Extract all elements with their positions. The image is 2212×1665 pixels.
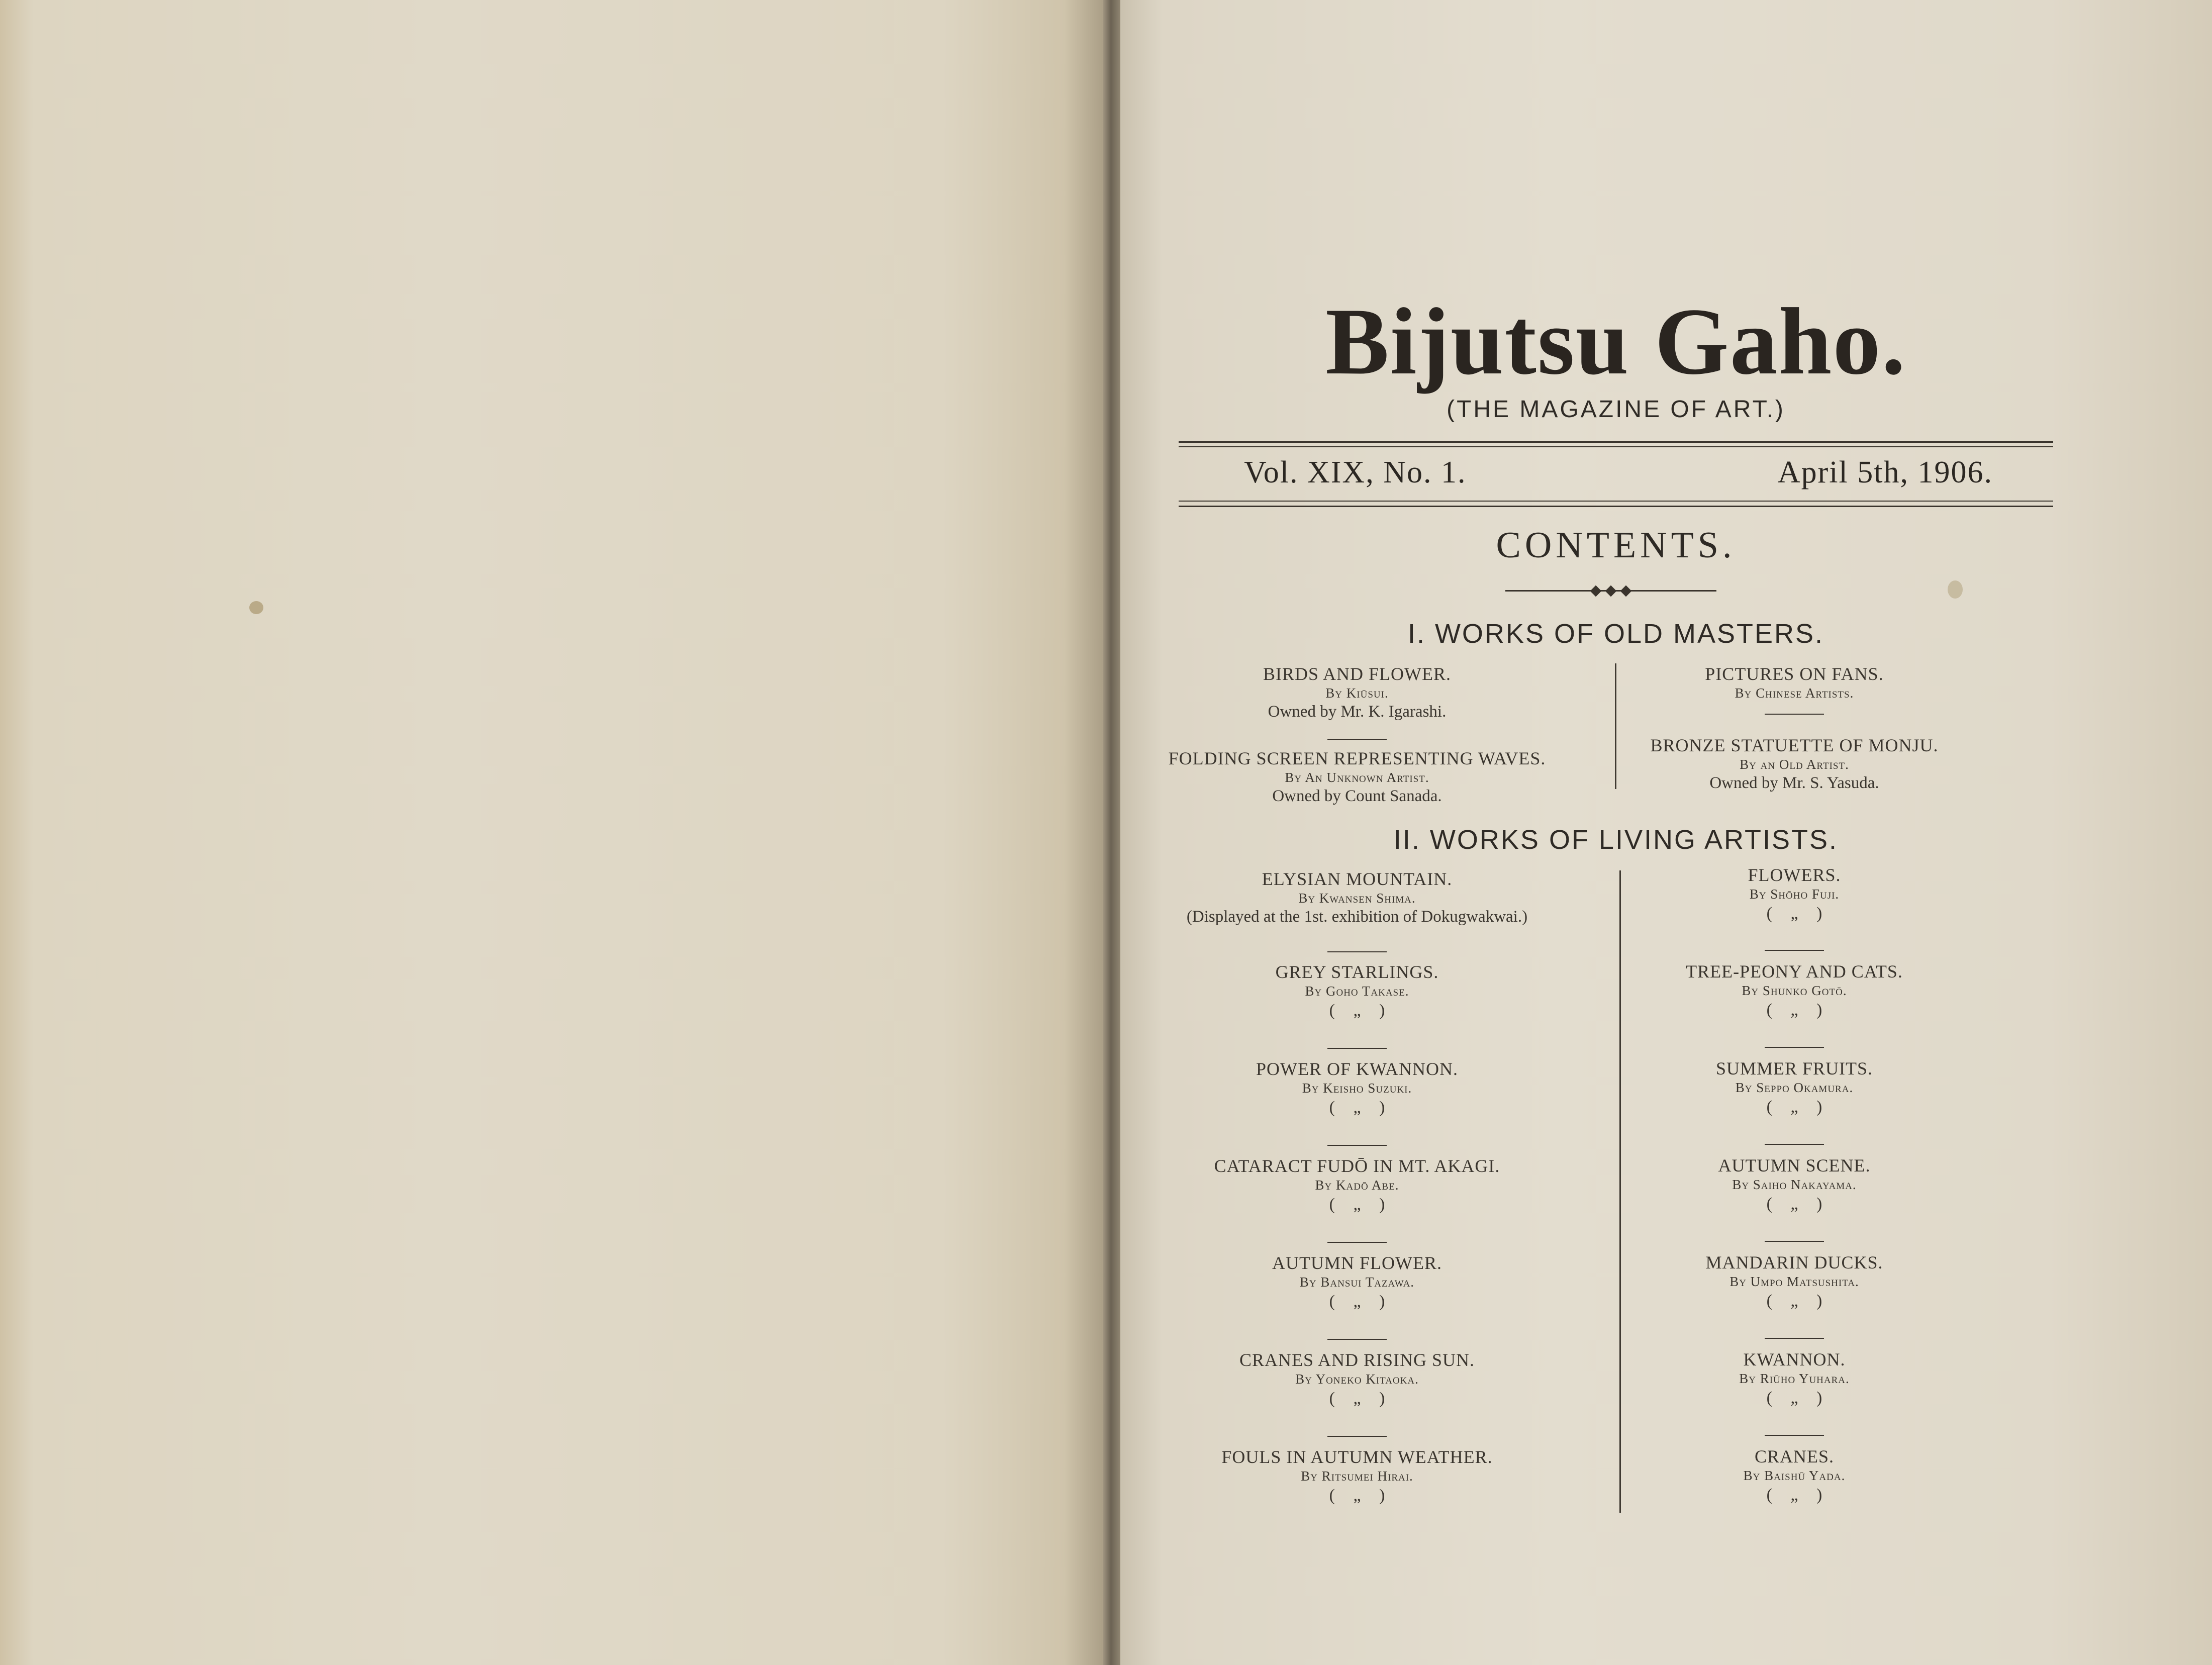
list-item	[1133, 1252, 1581, 1313]
list-item	[1133, 961, 1581, 1022]
ditto-note: ( „ )	[1766, 1098, 1822, 1116]
ditto-note: ( „ )	[1329, 1001, 1385, 1020]
work-title: POWER OF KWANNON.	[1256, 1059, 1458, 1079]
entry-separator	[1571, 1144, 2018, 1145]
volume-number: Vol. XIX, No. 1.	[1244, 455, 1467, 489]
ditto-note: ( „ )	[1766, 904, 1822, 923]
ditto-note: ( „ )	[1766, 1001, 1822, 1019]
entry-separator	[1571, 1047, 2018, 1048]
ornament-divider	[1505, 587, 1716, 594]
list-item	[1133, 1058, 1581, 1119]
work-title: MANDARIN DUCKS.	[1705, 1252, 1883, 1272]
masthead-rule-bottom-inner	[1179, 501, 2053, 502]
masthead-rule-bottom	[1179, 506, 2053, 507]
list-item	[1133, 748, 1581, 806]
work-artist: By Saiho Nakayama.	[1732, 1177, 1857, 1192]
work-title: FOULS IN AUTUMN WEATHER.	[1221, 1447, 1493, 1467]
work-title: ELYSIAN MOUNTAIN.	[1262, 869, 1453, 889]
work-artist: By Shunko Gotō.	[1742, 983, 1847, 998]
paper-stain	[249, 601, 263, 614]
entry-separator	[1133, 1048, 1581, 1049]
ditto-note: ( „ )	[1766, 1486, 1822, 1504]
section-heading-old-masters: I. WORKS OF OLD MASTERS.	[1407, 619, 1824, 649]
contents-heading: CONTENTS.	[1496, 525, 1736, 566]
list-item	[1133, 1349, 1581, 1410]
entry-separator	[1571, 1338, 2018, 1339]
work-artist: By Riūho Yuhara.	[1739, 1371, 1850, 1386]
entry-separator	[1571, 714, 2018, 715]
work-artist: By Shōho Fuji.	[1749, 887, 1840, 902]
work-title: CATARACT FUDŌ IN MT. AKAGI.	[1214, 1156, 1500, 1176]
work-title: AUTUMN SCENE.	[1718, 1155, 1871, 1176]
work-title: KWANNON.	[1743, 1349, 1846, 1369]
work-title: CRANES.	[1754, 1446, 1835, 1466]
list-item	[1571, 1446, 2018, 1506]
work-title: FLOWERS.	[1748, 865, 1841, 885]
ditto-note: ( „ )	[1329, 1486, 1385, 1505]
work-artist: By Ritsumei Hirai.	[1301, 1468, 1413, 1484]
work-title: BIRDS AND FLOWER.	[1263, 664, 1452, 684]
entry-separator	[1571, 1241, 2018, 1242]
work-artist: By Yoneko Kitaoka.	[1295, 1372, 1419, 1387]
masthead-rule-top	[1179, 441, 2053, 443]
magazine-subtitle: (THE MAGAZINE OF ART.)	[1447, 396, 1785, 423]
work-artist: By an Old Artist.	[1740, 757, 1849, 772]
work-title: FOLDING SCREEN REPRESENTING WAVES.	[1168, 748, 1546, 768]
work-title: GREY STARLINGS.	[1275, 962, 1439, 982]
work-artist: By Bansui Tazawa.	[1299, 1275, 1415, 1290]
entry-separator	[1133, 1436, 1581, 1437]
list-item	[1571, 961, 2018, 1021]
work-artist: By Kadō Abe.	[1315, 1178, 1399, 1193]
entry-separator	[1571, 1435, 2018, 1436]
list-item	[1571, 663, 2018, 702]
magazine-title: Bijutsu Gaho.	[1325, 289, 1906, 395]
entry-separator	[1133, 1145, 1581, 1146]
ditto-note: ( „ )	[1329, 1195, 1385, 1214]
work-artist: By Keisho Suzuki.	[1302, 1081, 1412, 1096]
entry-separator	[1133, 739, 1581, 740]
ditto-note: ( „ )	[1766, 1389, 1822, 1407]
work-owner: Owned by Mr. K. Igarashi.	[1268, 703, 1447, 721]
work-artist: By Goho Takase.	[1305, 984, 1409, 999]
ditto-note: ( „ )	[1766, 1195, 1822, 1213]
work-title: TREE-PEONY AND CATS.	[1686, 961, 1903, 982]
list-item	[1133, 868, 1581, 927]
list-item	[1571, 735, 2018, 793]
entry-separator	[1571, 950, 2018, 951]
work-artist: By Kiūsui.	[1325, 685, 1389, 701]
entry-separator	[1133, 1339, 1581, 1340]
list-item	[1133, 1155, 1581, 1216]
list-item	[1571, 1058, 2018, 1118]
list-item	[1571, 864, 2018, 925]
issue-date: April 5th, 1906.	[1777, 455, 1993, 489]
list-item	[1571, 1252, 2018, 1312]
ditto-note: ( „ )	[1766, 1292, 1822, 1310]
work-artist: By Baishū Yada.	[1743, 1468, 1846, 1483]
ditto-note: ( „ )	[1329, 1389, 1385, 1408]
work-title: CRANES AND RISING SUN.	[1239, 1350, 1475, 1370]
work-artist: By Kwansen Shima.	[1298, 891, 1416, 906]
work-artist: By Chinese Artists.	[1735, 685, 1854, 701]
work-title: PICTURES ON FANS.	[1705, 664, 1884, 684]
work-title: SUMMER FRUITS.	[1715, 1058, 1873, 1079]
ditto-note: ( „ )	[1329, 1292, 1385, 1311]
work-artist: By Seppo Okamura.	[1735, 1080, 1854, 1095]
entry-separator	[1133, 1242, 1581, 1243]
entry-separator	[1133, 951, 1581, 952]
work-owner: Owned by Mr. S. Yasuda.	[1709, 774, 1879, 792]
ditto-note: ( „ )	[1329, 1098, 1385, 1117]
list-item	[1571, 1349, 2018, 1409]
work-owner: Owned by Count Sanada.	[1272, 787, 1442, 805]
work-title: AUTUMN FLOWER.	[1272, 1253, 1442, 1273]
book-gutter	[1103, 0, 1120, 1665]
work-title: BRONZE STATUETTE OF MONJU.	[1650, 735, 1939, 755]
paper-stain	[1948, 580, 1963, 599]
work-artist: By Umpo Matsushita.	[1729, 1274, 1859, 1289]
exhibition-note: (Displayed at the 1st. exhibition of Dokugwakwai.)	[1186, 908, 1528, 926]
list-item	[1133, 1446, 1581, 1507]
work-artist: By An Unknown Artist.	[1285, 770, 1429, 785]
masthead-rule-top-inner	[1179, 446, 2053, 447]
list-item	[1571, 1155, 2018, 1215]
section-heading-living-artists: II. WORKS OF LIVING ARTISTS.	[1393, 825, 1839, 855]
list-item	[1133, 663, 1581, 722]
